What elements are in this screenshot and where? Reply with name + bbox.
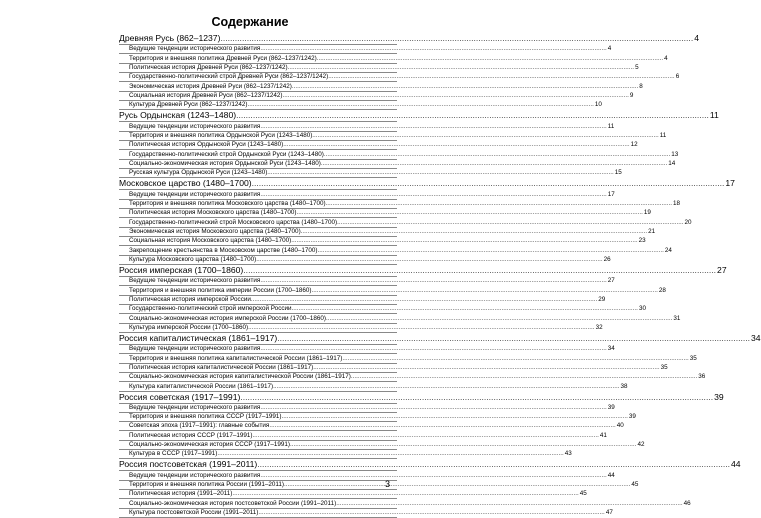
- toc-item: [119, 255, 611, 264]
- leader-dots: [292, 304, 638, 313]
- toc-item-title: Ведущие тенденции исторического развития: [129, 403, 261, 411]
- toc-item-page: 21: [648, 227, 656, 235]
- leader-dots: [260, 44, 606, 53]
- toc-item-page: 4: [664, 54, 668, 62]
- toc-item: [119, 480, 639, 489]
- leader-dots: [258, 508, 604, 517]
- leader-dots: [336, 499, 682, 508]
- toc-item-title: Ведущие тенденции исторического развития: [129, 345, 261, 353]
- leader-dots: [257, 459, 730, 470]
- toc-item: [119, 421, 624, 430]
- toc-item-title: Культура постсоветской России (1991–2011): [129, 509, 259, 517]
- toc-item-title: Территория и внешняя политика Московского царства (1480–1700): [129, 199, 326, 207]
- toc-item-page: 28: [658, 286, 666, 294]
- section-heading-title: Россия имперская (1700–1860): [119, 264, 244, 275]
- leader-dots: [277, 333, 750, 344]
- toc-item: [119, 208, 651, 217]
- toc-item-page: 13: [671, 150, 679, 158]
- toc-item-page: 34: [607, 345, 615, 353]
- toc-item-title: Территория и внешняя политика России (1991–2011): [129, 481, 284, 489]
- toc-item-title: Ведущие тенденции исторического развития: [129, 471, 261, 479]
- toc-item-page: 44: [607, 471, 615, 479]
- leader-dots: [251, 295, 597, 304]
- section-heading-page: 17: [725, 178, 735, 189]
- toc-item-page: 45: [579, 490, 587, 498]
- section-heading-title: Россия советская (1917–1991): [119, 391, 241, 402]
- toc-item-title: Политическая история Московского царства (1480–1700): [129, 209, 297, 217]
- toc-item-page: 35: [689, 354, 697, 362]
- toc-item-title: Экономическая история Древней Руси (862–1237/1242): [129, 82, 292, 90]
- leader-dots: [337, 218, 683, 227]
- toc-item: [119, 245, 672, 254]
- leader-dots: [260, 471, 606, 480]
- toc-item-title: Государственно-политический строй имперской России: [129, 305, 292, 313]
- section-heading: [119, 264, 727, 276]
- toc-item-title: Государственно-политический строй Ордынской Руси (1243–1480): [129, 150, 324, 158]
- toc-item-title: Закрепощение крестьянства в Московском царстве (1480–1700): [129, 246, 318, 254]
- leader-dots: [273, 382, 619, 391]
- leader-dots: [252, 431, 598, 440]
- toc-item-page: 20: [684, 218, 692, 226]
- toc-item-page: 31: [673, 314, 681, 322]
- toc-item: [119, 508, 613, 517]
- leader-dots: [312, 131, 658, 140]
- leader-dots: [284, 480, 630, 489]
- toc-item-title: Политическая история имперской России: [129, 295, 251, 303]
- toc-item: [119, 353, 697, 362]
- toc-item-title: Ведущие тенденции исторического развития: [129, 45, 261, 53]
- toc-item-page: 47: [605, 509, 613, 517]
- toc-item: [119, 304, 646, 313]
- leader-dots: [351, 372, 697, 381]
- section-heading: [119, 459, 741, 470]
- section-heading-title: Русь Ордынская (1243–1480): [119, 110, 237, 121]
- toc-item-title: Социально-экономическая история имперской России (1700–1860): [129, 314, 326, 322]
- section-heading-title: Московское царство (1480–1700): [119, 178, 252, 189]
- toc-item-title: Территория и внешняя политика империи России (1700–1860): [129, 286, 312, 294]
- toc-item-title: Государственно-политический строй Московского царства (1480–1700): [129, 218, 338, 226]
- toc-item-title: Культура в СССР (1917–1991): [129, 450, 218, 458]
- toc-section: [119, 33, 699, 110]
- leader-dots: [326, 199, 672, 208]
- toc-item: [119, 100, 602, 109]
- page-title: Содержание: [211, 15, 289, 29]
- section-heading-page: 4: [694, 33, 699, 43]
- toc-item: [119, 440, 645, 449]
- toc-section: [119, 391, 724, 460]
- toc-item: [119, 63, 639, 72]
- toc-item-page: 39: [607, 403, 615, 411]
- leader-dots: [326, 314, 672, 323]
- leader-dots: [288, 63, 634, 72]
- toc-item-page: 11: [607, 122, 615, 130]
- toc-item: [119, 285, 666, 294]
- toc-item: [119, 131, 667, 140]
- section-heading-page: 27: [717, 264, 727, 275]
- toc-item-page: 39: [628, 413, 636, 421]
- leader-dots: [290, 440, 636, 449]
- toc-item: [119, 236, 646, 245]
- toc-section: [119, 110, 719, 178]
- toc-item-page: 27: [607, 277, 615, 285]
- toc-item-page: 5: [635, 63, 639, 71]
- section-heading-page: 11: [709, 110, 719, 121]
- section-heading-page: 34: [751, 332, 761, 343]
- toc-item-title: Ведущие тенденции исторического развития: [129, 190, 261, 198]
- toc-item: [119, 121, 615, 130]
- leader-dots: [240, 392, 713, 403]
- leader-dots: [291, 236, 637, 245]
- toc-item-title: Социально-экономическая история постсоветской России (1991–2011): [129, 499, 337, 507]
- section-heading-page: 39: [714, 391, 724, 402]
- toc-item-title: Политическая история капиталистической России (1861–1917): [129, 363, 314, 371]
- toc-item: [119, 323, 603, 332]
- toc-item-page: 42: [637, 441, 645, 449]
- toc-item: [119, 295, 606, 304]
- toc-item: [119, 53, 668, 62]
- leader-dots: [260, 276, 606, 285]
- toc-item: [119, 489, 587, 498]
- toc-item: [119, 449, 572, 458]
- toc-item-title: Культура капиталистической России (1861–1917): [129, 382, 274, 390]
- leader-dots: [317, 54, 663, 63]
- toc-item-page: 38: [620, 382, 628, 390]
- toc-item-title: Социально-экономическая история капиталистической России (1861–1917): [129, 373, 351, 381]
- leader-dots: [220, 33, 693, 44]
- toc-item: [119, 372, 706, 381]
- toc-item-title: Политическая история СССР (1917–1991): [129, 431, 253, 439]
- section-heading-title: Россия постсоветская (1991–2011): [119, 459, 258, 470]
- leader-dots: [236, 110, 709, 121]
- section-heading-title: Россия капиталистическая (1861–1917): [119, 332, 278, 343]
- toc-item: [119, 140, 638, 149]
- toc-item-page: 10: [594, 101, 602, 109]
- section-heading-page: 44: [731, 459, 741, 470]
- toc-item: [119, 227, 656, 236]
- toc-item-page: 9: [629, 91, 634, 99]
- toc-item: [119, 344, 615, 353]
- leader-dots: [217, 449, 563, 458]
- toc-item-title: Политическая история (1991–2011): [129, 490, 233, 498]
- toc-item-title: Русская культура Ордынской Руси (1243–1480): [129, 169, 268, 177]
- toc-section: [119, 178, 735, 265]
- toc-item-page: 12: [630, 141, 638, 149]
- toc-item-title: Культура имперской России (1700–1860): [129, 323, 249, 331]
- toc-item-page: 40: [616, 422, 624, 430]
- toc-item-page: 43: [564, 450, 572, 458]
- leader-dots: [324, 150, 670, 159]
- toc-section: [119, 459, 741, 518]
- toc-item-page: 17: [607, 190, 615, 198]
- toc-section: [119, 332, 761, 392]
- toc-item: [119, 381, 628, 390]
- toc-item-title: Социальная история Древней Руси (862–1237/1242): [129, 91, 283, 99]
- leader-dots: [311, 286, 657, 295]
- toc-item: [119, 217, 692, 226]
- toc-item-page: 15: [614, 169, 622, 177]
- toc-item-page: 30: [638, 305, 646, 313]
- toc-section: [119, 264, 727, 333]
- toc-item: [119, 276, 615, 285]
- toc-item-title: Ведущие тенденции исторического развития: [129, 122, 261, 130]
- toc-item-title: Территория и внешняя политика Древней Руси (862–1237/1242): [129, 54, 317, 62]
- leader-dots: [248, 323, 594, 332]
- toc-item: [119, 470, 615, 479]
- toc-item-title: Территория и внешняя политика Ордынской Руси (1243–1480): [129, 131, 313, 139]
- toc-item-page: 24: [664, 246, 672, 254]
- toc-item: [119, 81, 643, 90]
- toc-item-page: 41: [599, 431, 607, 439]
- section-heading-title: Древняя Русь (862–1237): [119, 33, 221, 43]
- toc-item-title: Культура Московского царства (1480–1700): [129, 255, 257, 263]
- leader-dots: [321, 159, 667, 168]
- leader-dots: [243, 265, 716, 276]
- leader-dots: [342, 354, 688, 363]
- toc-item-title: Государственно-политический строй Древней Руси (862–1237/1242): [129, 73, 329, 81]
- toc-item-title: Советская эпоха (1917–1991): главные события: [129, 422, 270, 430]
- leader-dots: [256, 255, 602, 264]
- leader-dots: [313, 363, 659, 372]
- toc-item-page: 18: [672, 199, 680, 207]
- leader-dots: [267, 168, 613, 177]
- toc-item: [119, 159, 676, 168]
- leader-dots: [292, 82, 638, 91]
- leader-dots: [260, 190, 606, 199]
- section-heading: [119, 391, 724, 403]
- toc-item-page: 11: [659, 131, 667, 139]
- leader-dots: [269, 421, 615, 430]
- toc-item-page: 45: [631, 481, 639, 489]
- toc-item-title: Политическая история Древней Руси (862–1237/1242): [129, 63, 288, 71]
- toc-item-title: Политическая история Ордынской Руси (1243–1480): [129, 141, 284, 149]
- toc-item-title: Социально-экономическая история СССР (1917–1991): [129, 441, 291, 449]
- toc-item-page: 29: [598, 295, 606, 303]
- toc-item-title: Социально-экономическая история Ордынской Руси (1243–1480): [129, 159, 321, 167]
- toc-item: [119, 44, 612, 53]
- toc-item-title: Территория и внешняя политика СССР (1917–1991): [129, 413, 282, 421]
- toc-item-page: 36: [698, 373, 706, 381]
- toc-item: [119, 149, 679, 158]
- toc-item: [119, 403, 615, 412]
- toc-item-page: 19: [643, 209, 651, 217]
- leader-dots: [252, 178, 725, 189]
- toc-item-title: Экономическая история Московского царства (1480–1700): [129, 227, 301, 235]
- leader-dots: [232, 489, 578, 498]
- toc-item-page: 26: [603, 255, 611, 263]
- toc-item-title: Территория и внешняя политика капиталистической России (1861–1917): [129, 354, 343, 362]
- toc-item-page: 8: [639, 82, 643, 90]
- page-number: 3: [385, 479, 391, 489]
- section-heading: [119, 33, 699, 44]
- toc-item: [119, 498, 691, 507]
- leader-dots: [283, 140, 629, 149]
- toc-item-page: 23: [638, 237, 646, 245]
- section-heading: [119, 178, 735, 189]
- section-heading: [119, 332, 761, 344]
- toc-item-title: Ведущие тенденции исторического развития: [129, 277, 261, 285]
- toc-item: [119, 412, 636, 421]
- leader-dots: [260, 344, 606, 353]
- leader-dots: [301, 227, 647, 236]
- toc-item: [119, 72, 680, 81]
- leader-dots: [282, 91, 628, 100]
- toc-item-page: 6: [675, 73, 680, 81]
- toc-item-page: 14: [668, 159, 676, 167]
- toc-item: [119, 189, 615, 198]
- toc-item-page: 32: [595, 323, 603, 331]
- toc-item-title: Культура Древней Руси (862–1237/1242): [129, 101, 248, 109]
- section-heading: [119, 110, 719, 121]
- toc-item: [119, 430, 607, 439]
- leader-dots: [296, 208, 642, 217]
- leader-dots: [247, 100, 593, 109]
- toc-item: [119, 313, 681, 322]
- toc-item-page: 35: [660, 363, 668, 371]
- leader-dots: [317, 246, 663, 255]
- leader-dots: [260, 403, 606, 412]
- toc-item: [119, 168, 622, 177]
- leader-dots: [328, 72, 674, 81]
- leader-dots: [282, 412, 628, 421]
- toc-item-title: Социальная история Московского царства (1480–1700): [129, 237, 292, 245]
- leader-dots: [260, 122, 606, 131]
- toc-item: [119, 199, 680, 208]
- toc-item: [119, 91, 634, 100]
- toc-item-page: 4: [607, 45, 612, 53]
- toc-item: [119, 363, 668, 372]
- toc-item-page: 46: [683, 499, 691, 507]
- table-of-contents: [119, 33, 761, 518]
